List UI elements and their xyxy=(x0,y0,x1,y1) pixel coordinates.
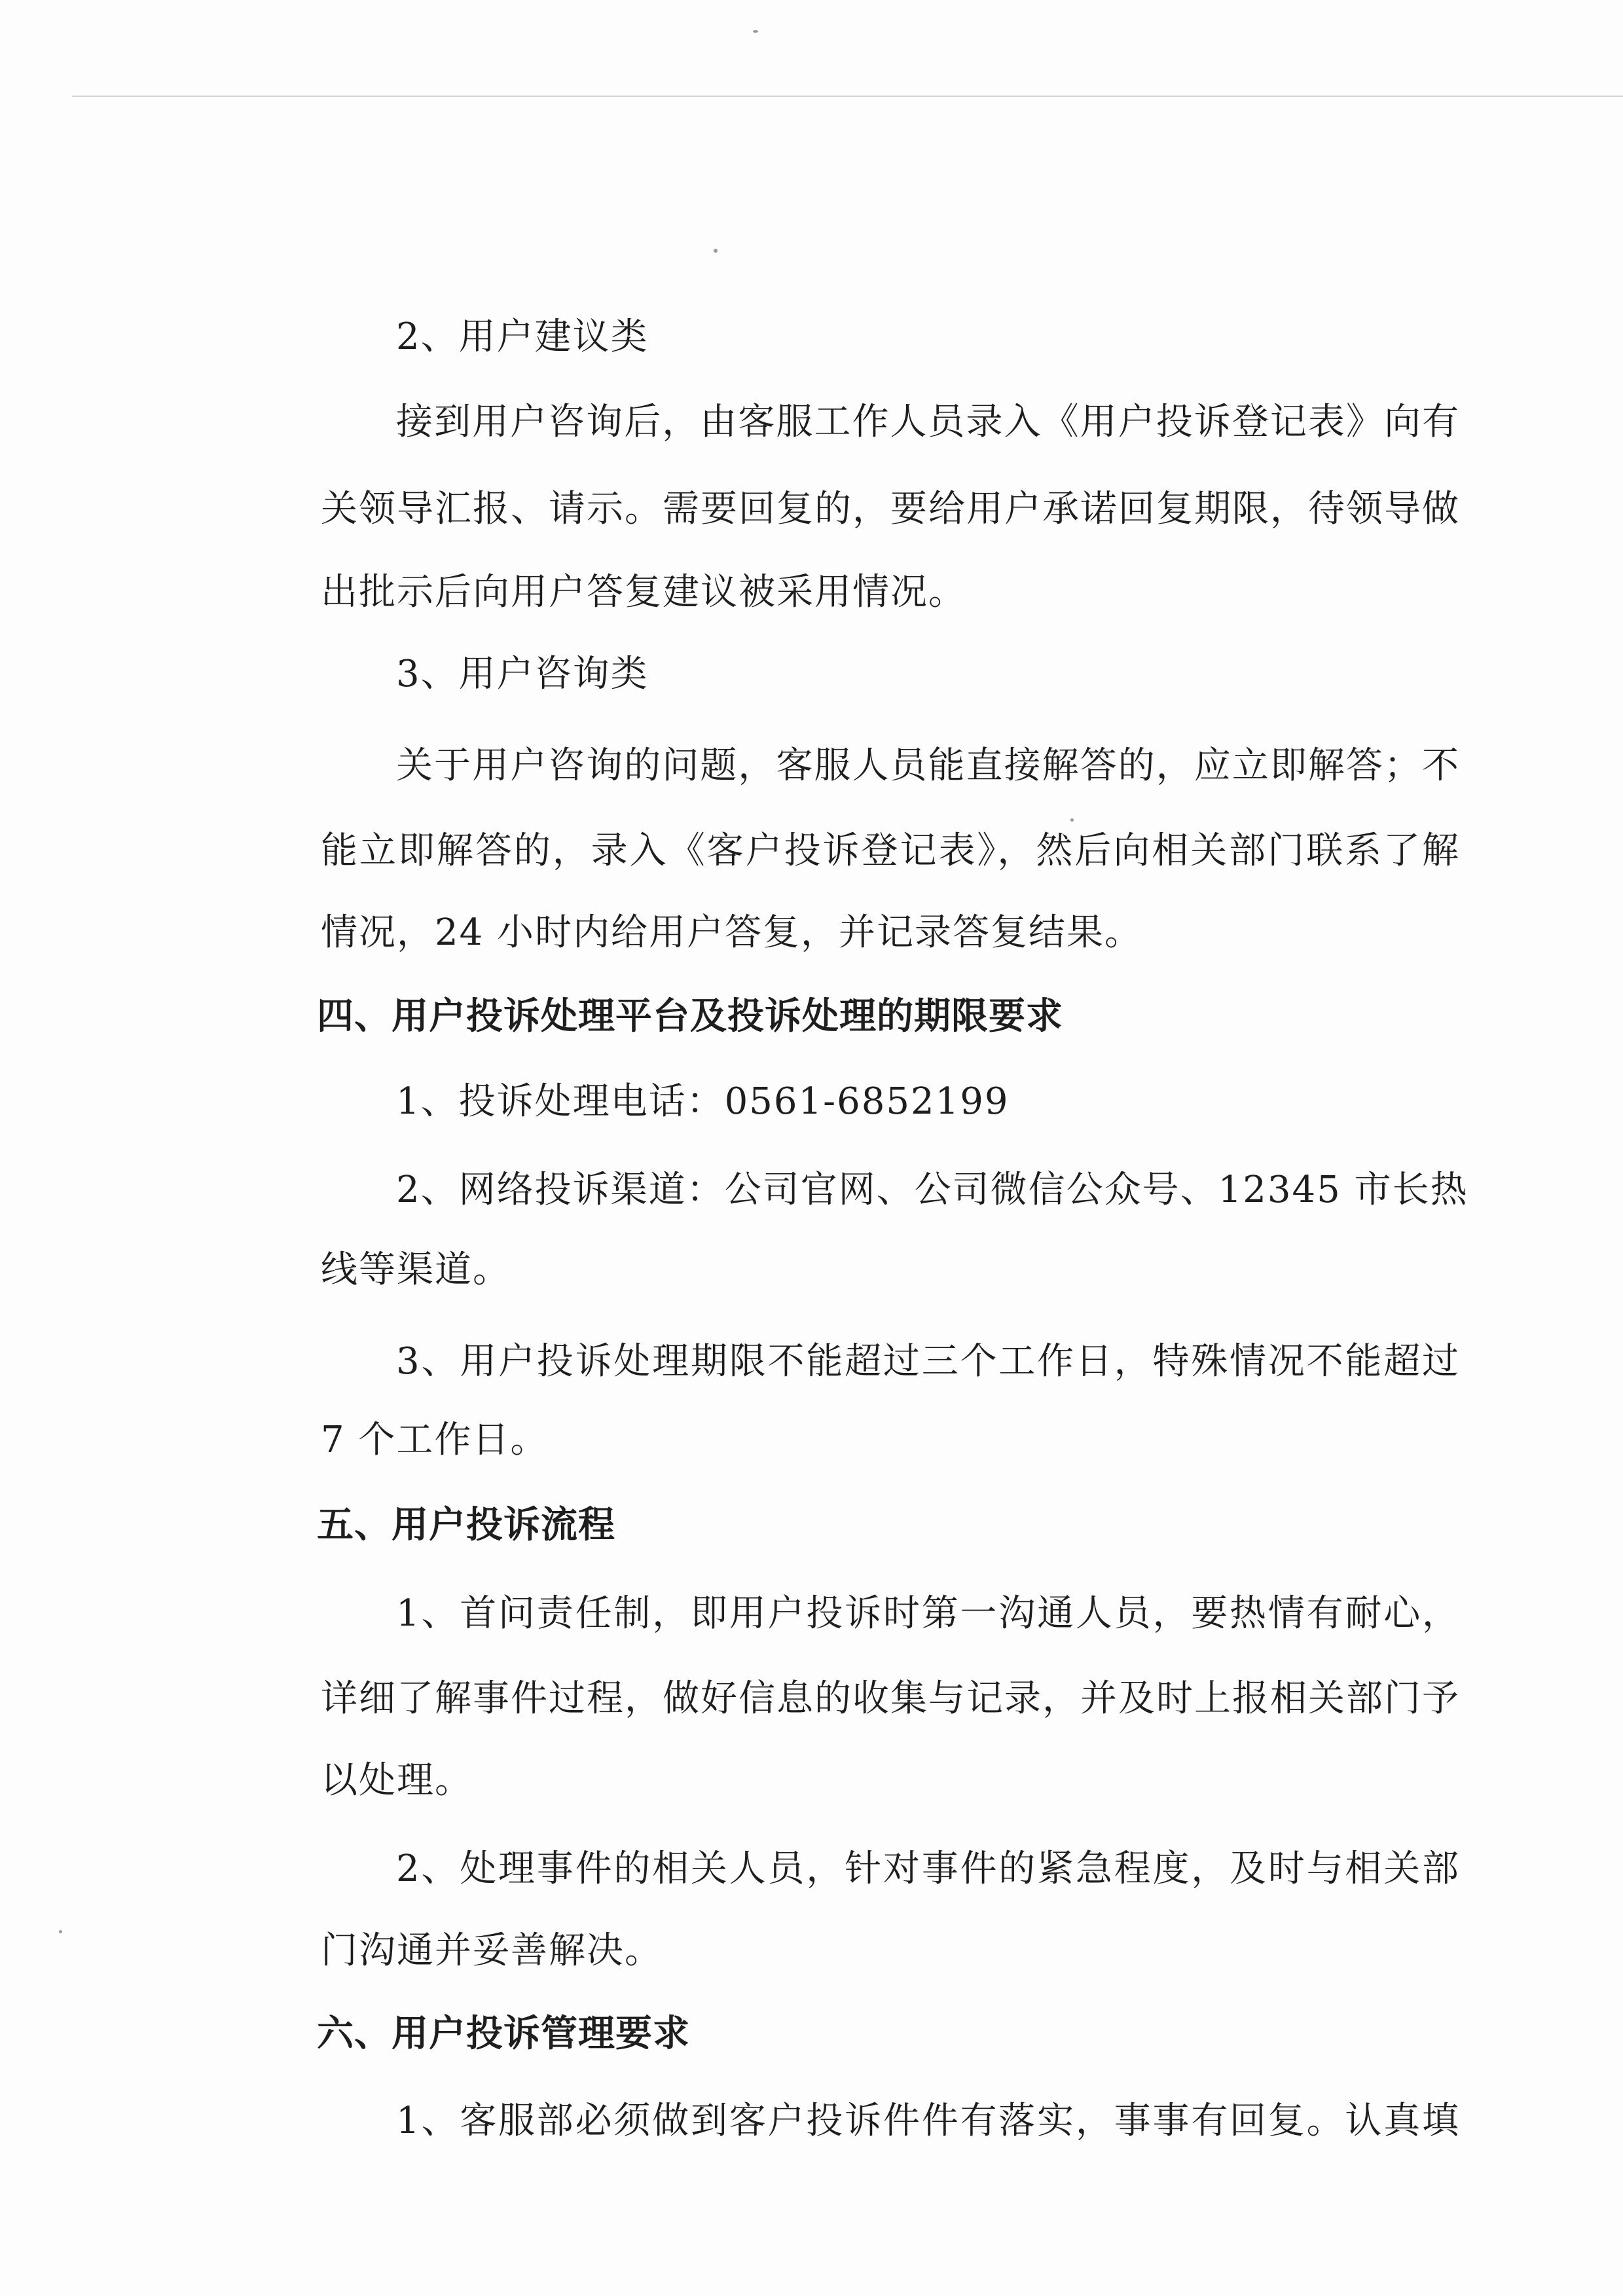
paragraph-line: 关领导汇报、请示。需要回复的，要给用户承诺回复期限，待领导做 xyxy=(321,488,1460,530)
section-heading-4: 四、用户投诉处理平台及投诉处理的期限要求 xyxy=(317,995,1063,1038)
paragraph-line: 能立即解答的，录入《客户投诉登记表》，然后向相关部门联系了解 xyxy=(321,829,1460,872)
paragraph-line: 接到用户咨询后，由客服工作人员录入《用户投诉登记表》向有 xyxy=(396,401,1460,443)
paragraph-line: 1、首问责任制，即用户投诉时第一沟通人员，要热情有耐心， xyxy=(396,1592,1460,1635)
section-heading-6: 六、用户投诉管理要求 xyxy=(317,2013,690,2055)
paragraph-line: 3、用户投诉处理期限不能超过三个工作日，特殊情况不能超过 xyxy=(396,1340,1460,1383)
paragraph-line: 2、网络投诉渠道：公司官网、公司微信公众号、12345 市长热 xyxy=(396,1169,1468,1211)
section-heading-5: 五、用户投诉流程 xyxy=(317,1504,615,1546)
subheading-inquiry: 3、用户咨询类 xyxy=(396,653,649,695)
paragraph-line: 门沟通并妥善解决。 xyxy=(321,1929,663,1972)
paragraph-line: 2、处理事件的相关人员，针对事件的紧急程度，及时与相关部 xyxy=(396,1848,1460,1890)
paragraph-line: 情况，24 小时内给用户答复，并记录答复结果。 xyxy=(321,911,1143,954)
paragraph-line: 1、投诉处理电话：0561-6852199 xyxy=(396,1080,1010,1123)
paragraph-line: 7 个工作日。 xyxy=(321,1419,549,1461)
subheading-suggestion: 2、用户建议类 xyxy=(396,316,649,358)
paragraph-line: 关于用户咨询的问题，客服人员能直接解答的，应立即解答；不 xyxy=(396,744,1460,787)
paragraph-line: 线等渠道。 xyxy=(321,1248,511,1291)
paragraph-line: 以处理。 xyxy=(321,1759,473,1802)
paragraph-line: 出批示后向用户答复建议被采用情况。 xyxy=(321,571,966,613)
paragraph-line: 1、客服部必须做到客户投诉件件有落实，事事有回复。认真填 xyxy=(396,2100,1460,2142)
paragraph-line: 详细了解事件过程，做好信息的收集与记录，并及时上报相关部门予 xyxy=(321,1677,1460,1720)
